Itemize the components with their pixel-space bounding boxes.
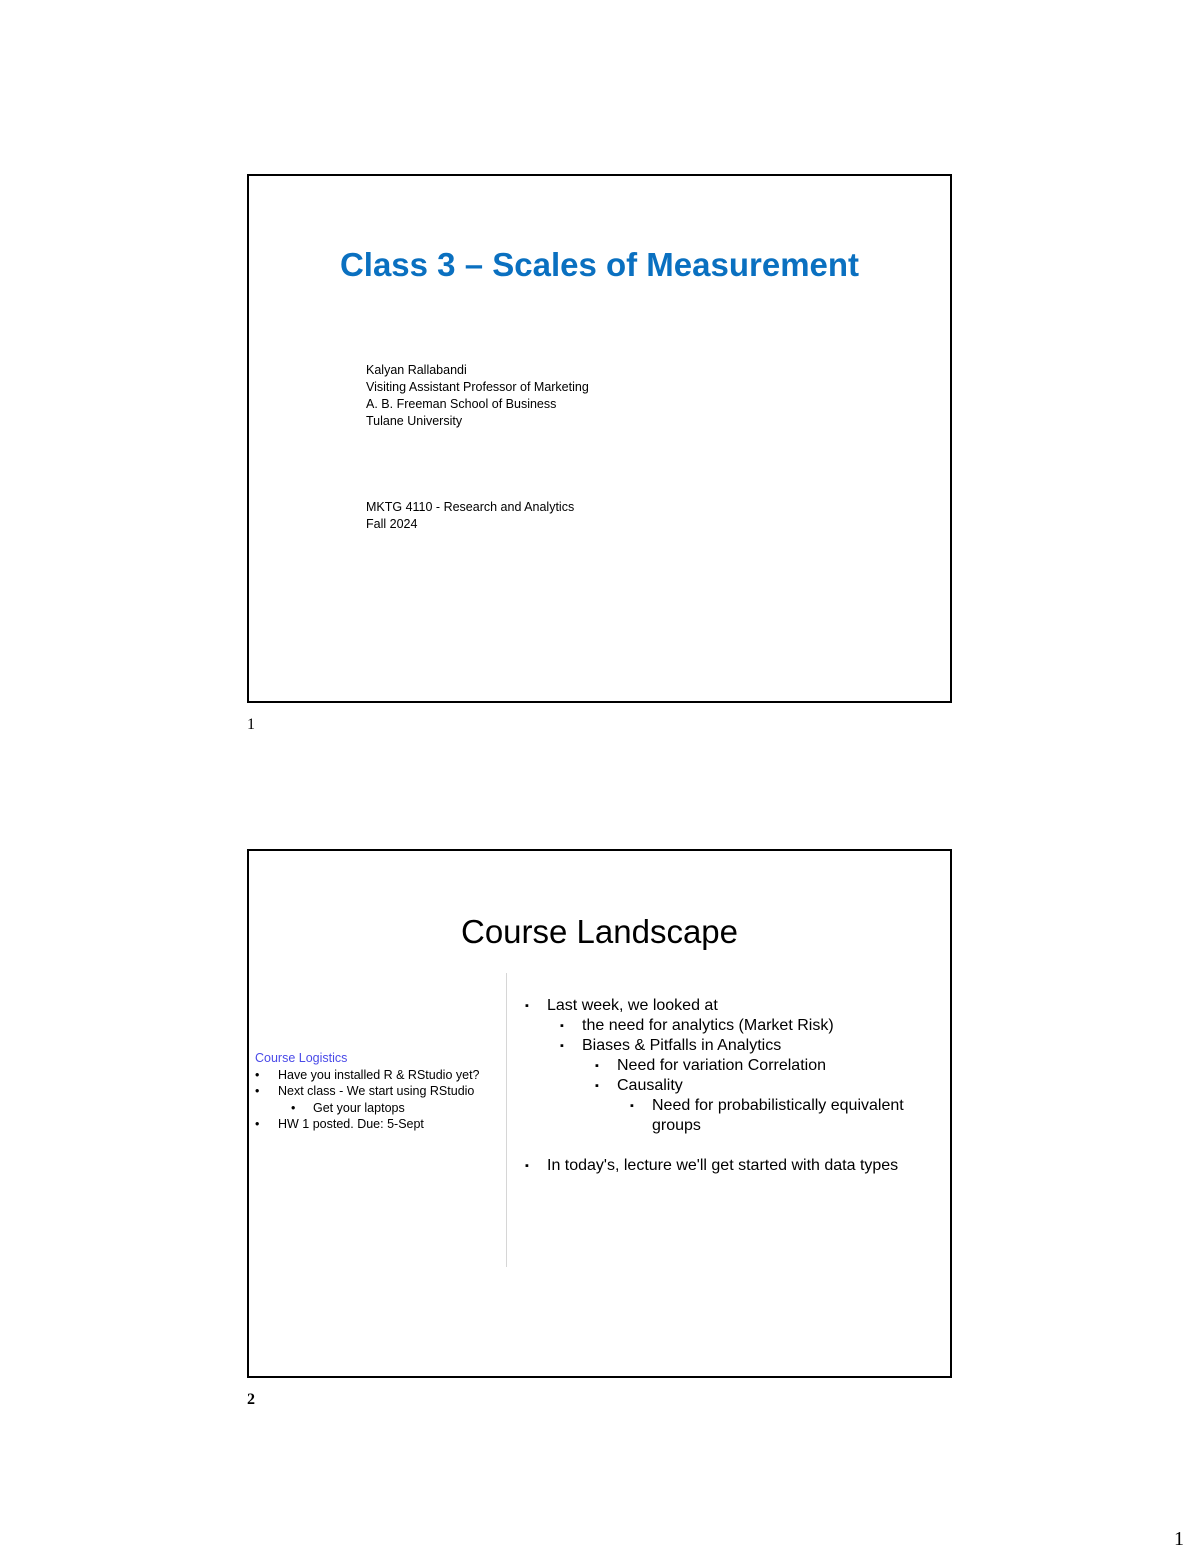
list-item: ▪ Causality [522, 1076, 942, 1096]
list-item: ▪ Biases & Pitfalls in Analytics [522, 1036, 942, 1056]
list-item: ▪ In today's, lecture we'll get started with data types [522, 1156, 942, 1176]
slide-1-title: Class 3 – Scales of Measurement [339, 246, 860, 283]
course-logistics-heading: Course Logistics [255, 1051, 348, 1065]
list-item: • Have you installed R & RStudio yet? [255, 1067, 503, 1084]
course-landscape-content [522, 996, 942, 1176]
course-logistics-panel [255, 1050, 503, 1133]
column-divider [506, 973, 507, 1267]
slide-1 [247, 174, 952, 703]
author-name: Kalyan Rallabandi [366, 363, 467, 377]
list-item: ▪ Need for variation Correlation [522, 1056, 942, 1076]
slide-1-number: 1 [247, 716, 255, 733]
list-item: ▪ Last week, we looked at [522, 996, 942, 1016]
course-term: Fall 2024 [366, 517, 418, 531]
list-item: • Next class - We start using RStudio [255, 1083, 503, 1100]
slide-2 [247, 849, 952, 1378]
list-item: ▪ the need for analytics (Market Risk) [522, 1016, 942, 1036]
logistics-list [255, 1067, 503, 1133]
slide-2-number: 2 [247, 1391, 255, 1408]
page-number: 1 [1174, 1528, 1184, 1550]
author-school: A. B. Freeman School of Business [366, 397, 557, 411]
list-item: • Get your laptops [255, 1100, 503, 1117]
course-name: MKTG 4110 - Research and Analytics [366, 500, 575, 514]
author-university: Tulane University [366, 414, 463, 428]
author-position: Visiting Assistant Professor of Marketing [366, 380, 589, 394]
list-item: • HW 1 posted. Due: 5-Sept [255, 1116, 503, 1133]
course-block [366, 499, 574, 533]
list-item: ▪ Need for probabilistically equivalent groups [522, 1096, 942, 1136]
author-block [366, 362, 589, 430]
slide-2-title: Course Landscape [460, 913, 739, 950]
landscape-list [522, 996, 942, 1176]
